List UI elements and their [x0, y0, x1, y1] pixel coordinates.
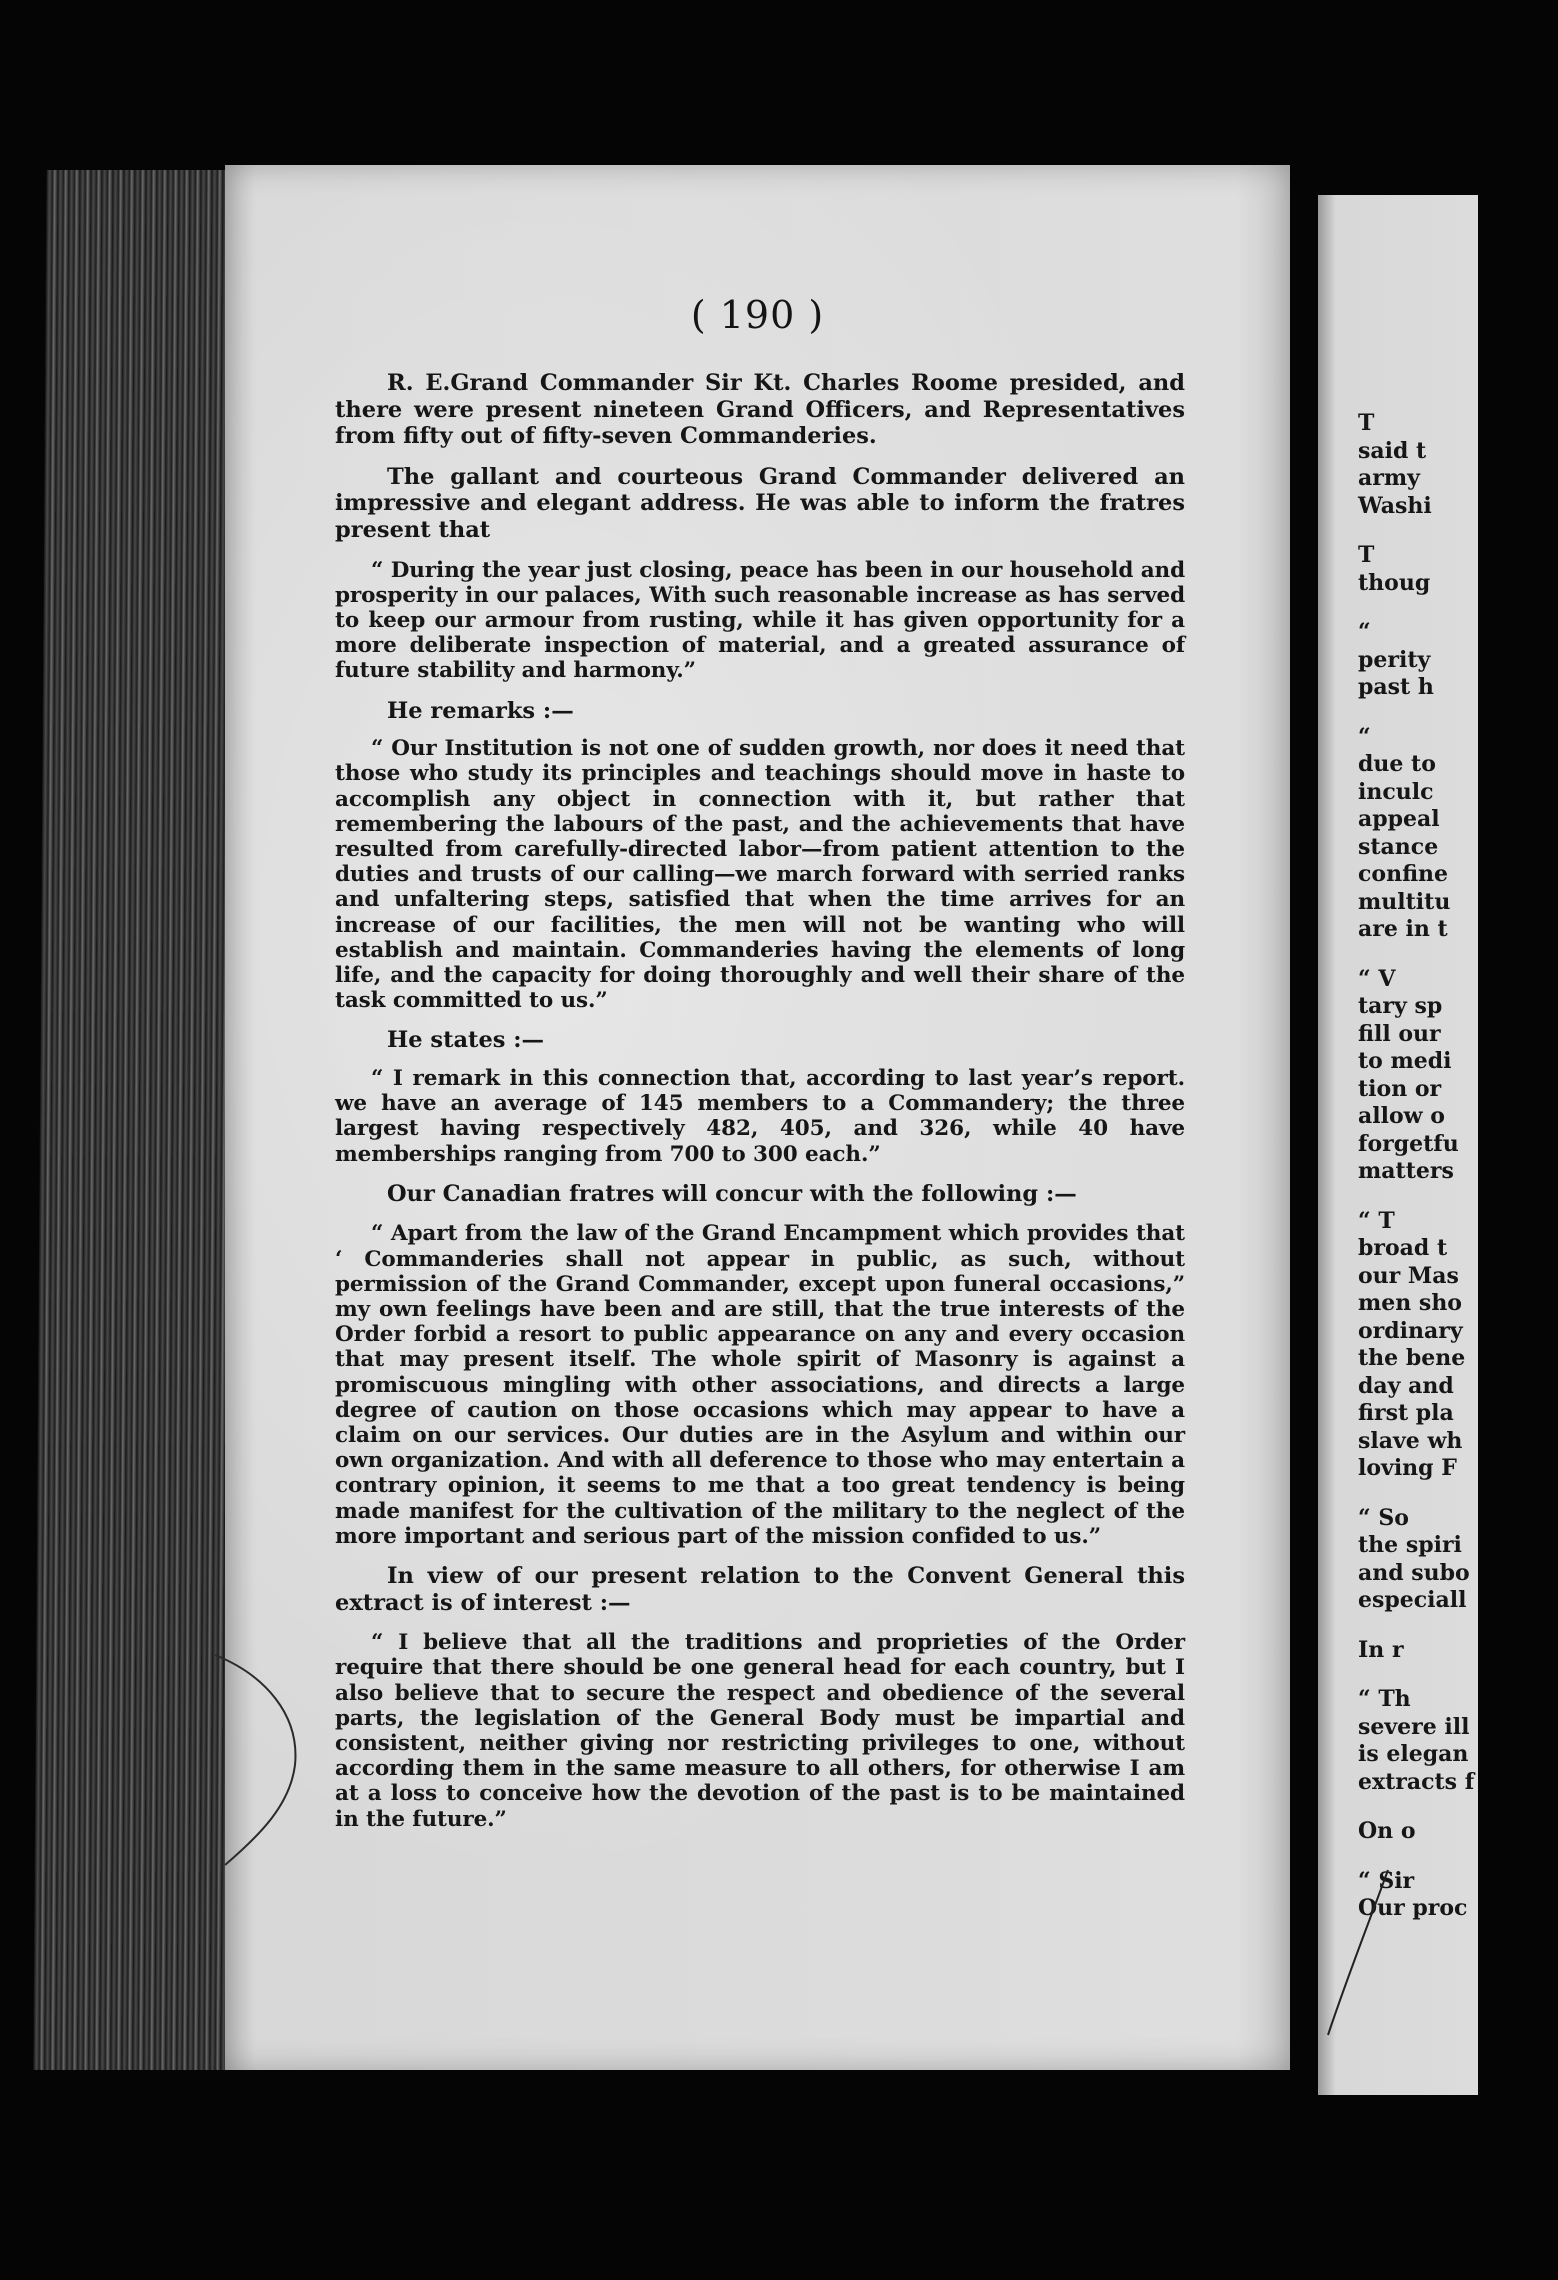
facing-line: “	[1358, 723, 1371, 750]
facing-line: T	[1358, 410, 1375, 436]
book-page-edges	[33, 170, 246, 2070]
facing-line: due to	[1358, 751, 1436, 777]
paragraph: He states :—	[387, 1027, 545, 1054]
facing-line: is elegan	[1358, 1741, 1469, 1767]
facing-line	[1358, 1846, 1558, 1868]
quoted-paragraph: “ Apart from the law of the Grand Encampment which provides that ‘ Commanderies shall not appear in public, as such, without permission of the Grand Commander, except upon funeral occasions,” my own feelings have been and are still, that the true interests of the Order forbid a resort to public appearance on any and every occasion that may present itself. The whole spirit of Masonry is against a promiscuous mingling with other associations, and directs a large degree of caution on those occasions which may appear to have a claim on our services. Our duties are in the Asylum and within our own organization. And with all deference to those who may entertain a contrary opinion, it seems to me that a too great tendency is being made manifest for the cultivation of the military to the neglect of the more important and serious part of the mission confided to us.”	[335, 1221, 1185, 1549]
quoted-paragraph: “ During the year just closing, peace has been in our household and prosperity in our palaces, With such reasonable increase as has served to keep our armour from rusting, while it has given opportunity for a more deliberate inspection of material, and a greated assurance of future stability and harmony.”	[335, 557, 1185, 684]
facing-line: to medi	[1358, 1048, 1452, 1074]
facing-line	[1358, 702, 1558, 724]
facing-line: appeal	[1358, 806, 1440, 832]
book-page	[225, 165, 1290, 2070]
facing-line: T	[1358, 542, 1375, 568]
facing-page-fragment	[1318, 195, 1478, 2095]
facing-line: slave wh	[1358, 1427, 1463, 1454]
facing-line: ordinary	[1358, 1317, 1463, 1344]
facing-line: “ Sir	[1358, 1867, 1415, 1894]
facing-line: especiall	[1358, 1587, 1467, 1613]
facing-line	[1358, 1664, 1558, 1686]
facing-line: forgetfu	[1358, 1130, 1459, 1157]
facing-line: extracts f	[1358, 1768, 1475, 1795]
facing-line: multitu	[1358, 888, 1451, 915]
facing-line: the bene	[1358, 1345, 1466, 1371]
facing-line: severe ill	[1358, 1713, 1470, 1740]
facing-line: tion or	[1358, 1075, 1442, 1102]
quoted-paragraph: “ Our Institution is not one of sudden growth, nor does it need that those who study its principles and teachings should move in haste to accomplish any object in connection with it, but rather that remembering the labours of the past, and the achievements that have resulted from carefully-directed labor—from patient attention to the duties and trusts of our calling—we march forward with serried ranks and unfaltering steps, satisfied that when the time arrives for an increase of our facilities, the men will not be wanting who will establish and maintain. Commanderies having the elements of long life, and the capacity for doing thoroughly and well their share of the task committed to us.”	[335, 736, 1185, 1014]
facing-line: past h	[1358, 674, 1434, 700]
facing-line	[1358, 1483, 1558, 1505]
facing-line: confine	[1358, 861, 1449, 887]
facing-line: men sho	[1358, 1290, 1462, 1316]
facing-line	[1358, 1796, 1558, 1818]
paragraph: Our Canadian fratres will concur with the following :—	[387, 1180, 1077, 1207]
paragraph: He remarks :—	[387, 697, 574, 724]
facing-line: the spiri	[1358, 1532, 1462, 1558]
facing-line: stance	[1358, 833, 1439, 860]
facing-line: loving F	[1358, 1455, 1457, 1481]
facing-line: fill our	[1358, 1020, 1441, 1047]
quoted-paragraph: “ I remark in this connection that, according to last year’s report. we have an average of 145 members to a Commandery; the three largest having respectively 482, 405, and 326, while 40 have memberships ranging from 700 to 300 each.”	[335, 1066, 1185, 1167]
facing-line: first pla	[1358, 1400, 1454, 1426]
facing-line	[1358, 1186, 1558, 1208]
facing-line	[1358, 1615, 1558, 1637]
facing-page-text	[1358, 410, 1558, 1923]
facing-line: broad t	[1358, 1235, 1448, 1261]
facing-line: Our proc	[1358, 1895, 1468, 1921]
facing-line: On o	[1358, 1818, 1416, 1844]
facing-line	[1358, 597, 1558, 619]
facing-line: thoug	[1358, 569, 1431, 596]
facing-line: said t	[1358, 437, 1427, 464]
quoted-paragraph: “ I believe that all the traditions and proprieties of the Order require that there should be one general head for each country, but I also believe that to secure the respect and obedience of the several parts, the legislation of the General Body must be impartial and consistent, neither giving nor restricting privileges to one, without according them in the same measure to all others, for otherwise I am at a loss to conceive how the devotion of the past is to be maintained in the future.”	[335, 1630, 1185, 1832]
facing-line: “ Th	[1358, 1686, 1411, 1712]
page-body-text	[335, 370, 1185, 1846]
facing-line: “ V	[1358, 965, 1396, 992]
paragraph: In view of our present relation to the Convent General this extract is of interest :—	[335, 1563, 1185, 1616]
page-number: ( 190 )	[690, 293, 825, 337]
facing-line	[1358, 520, 1558, 542]
facing-line: allow o	[1358, 1103, 1445, 1129]
facing-line: “ So	[1358, 1504, 1409, 1531]
facing-line: our Mas	[1358, 1262, 1459, 1289]
facing-line: tary sp	[1358, 993, 1443, 1019]
facing-line: day and	[1358, 1372, 1454, 1399]
facing-line: matters	[1358, 1158, 1454, 1184]
facing-line: perity	[1358, 646, 1431, 673]
facing-line: army	[1358, 465, 1420, 491]
paragraph: The gallant and courteous Grand Commander delivered an impressive and elegant address. He was able to inform the fratres present that	[335, 463, 1185, 543]
facing-line: are in t	[1358, 916, 1448, 942]
facing-line: and subo	[1358, 1559, 1470, 1586]
facing-line: “ T	[1358, 1207, 1395, 1234]
facing-line: In r	[1358, 1636, 1404, 1663]
facing-line	[1358, 944, 1558, 966]
paragraph: R. E.Grand Commander Sir Kt. Charles Roome presided, and there were present nineteen Grand Officers, and Representatives from fifty out of fifty-seven Commanderies.	[335, 370, 1185, 450]
facing-line: inculc	[1358, 778, 1434, 805]
facing-line: “	[1358, 619, 1371, 645]
facing-line: Washi	[1358, 492, 1432, 519]
